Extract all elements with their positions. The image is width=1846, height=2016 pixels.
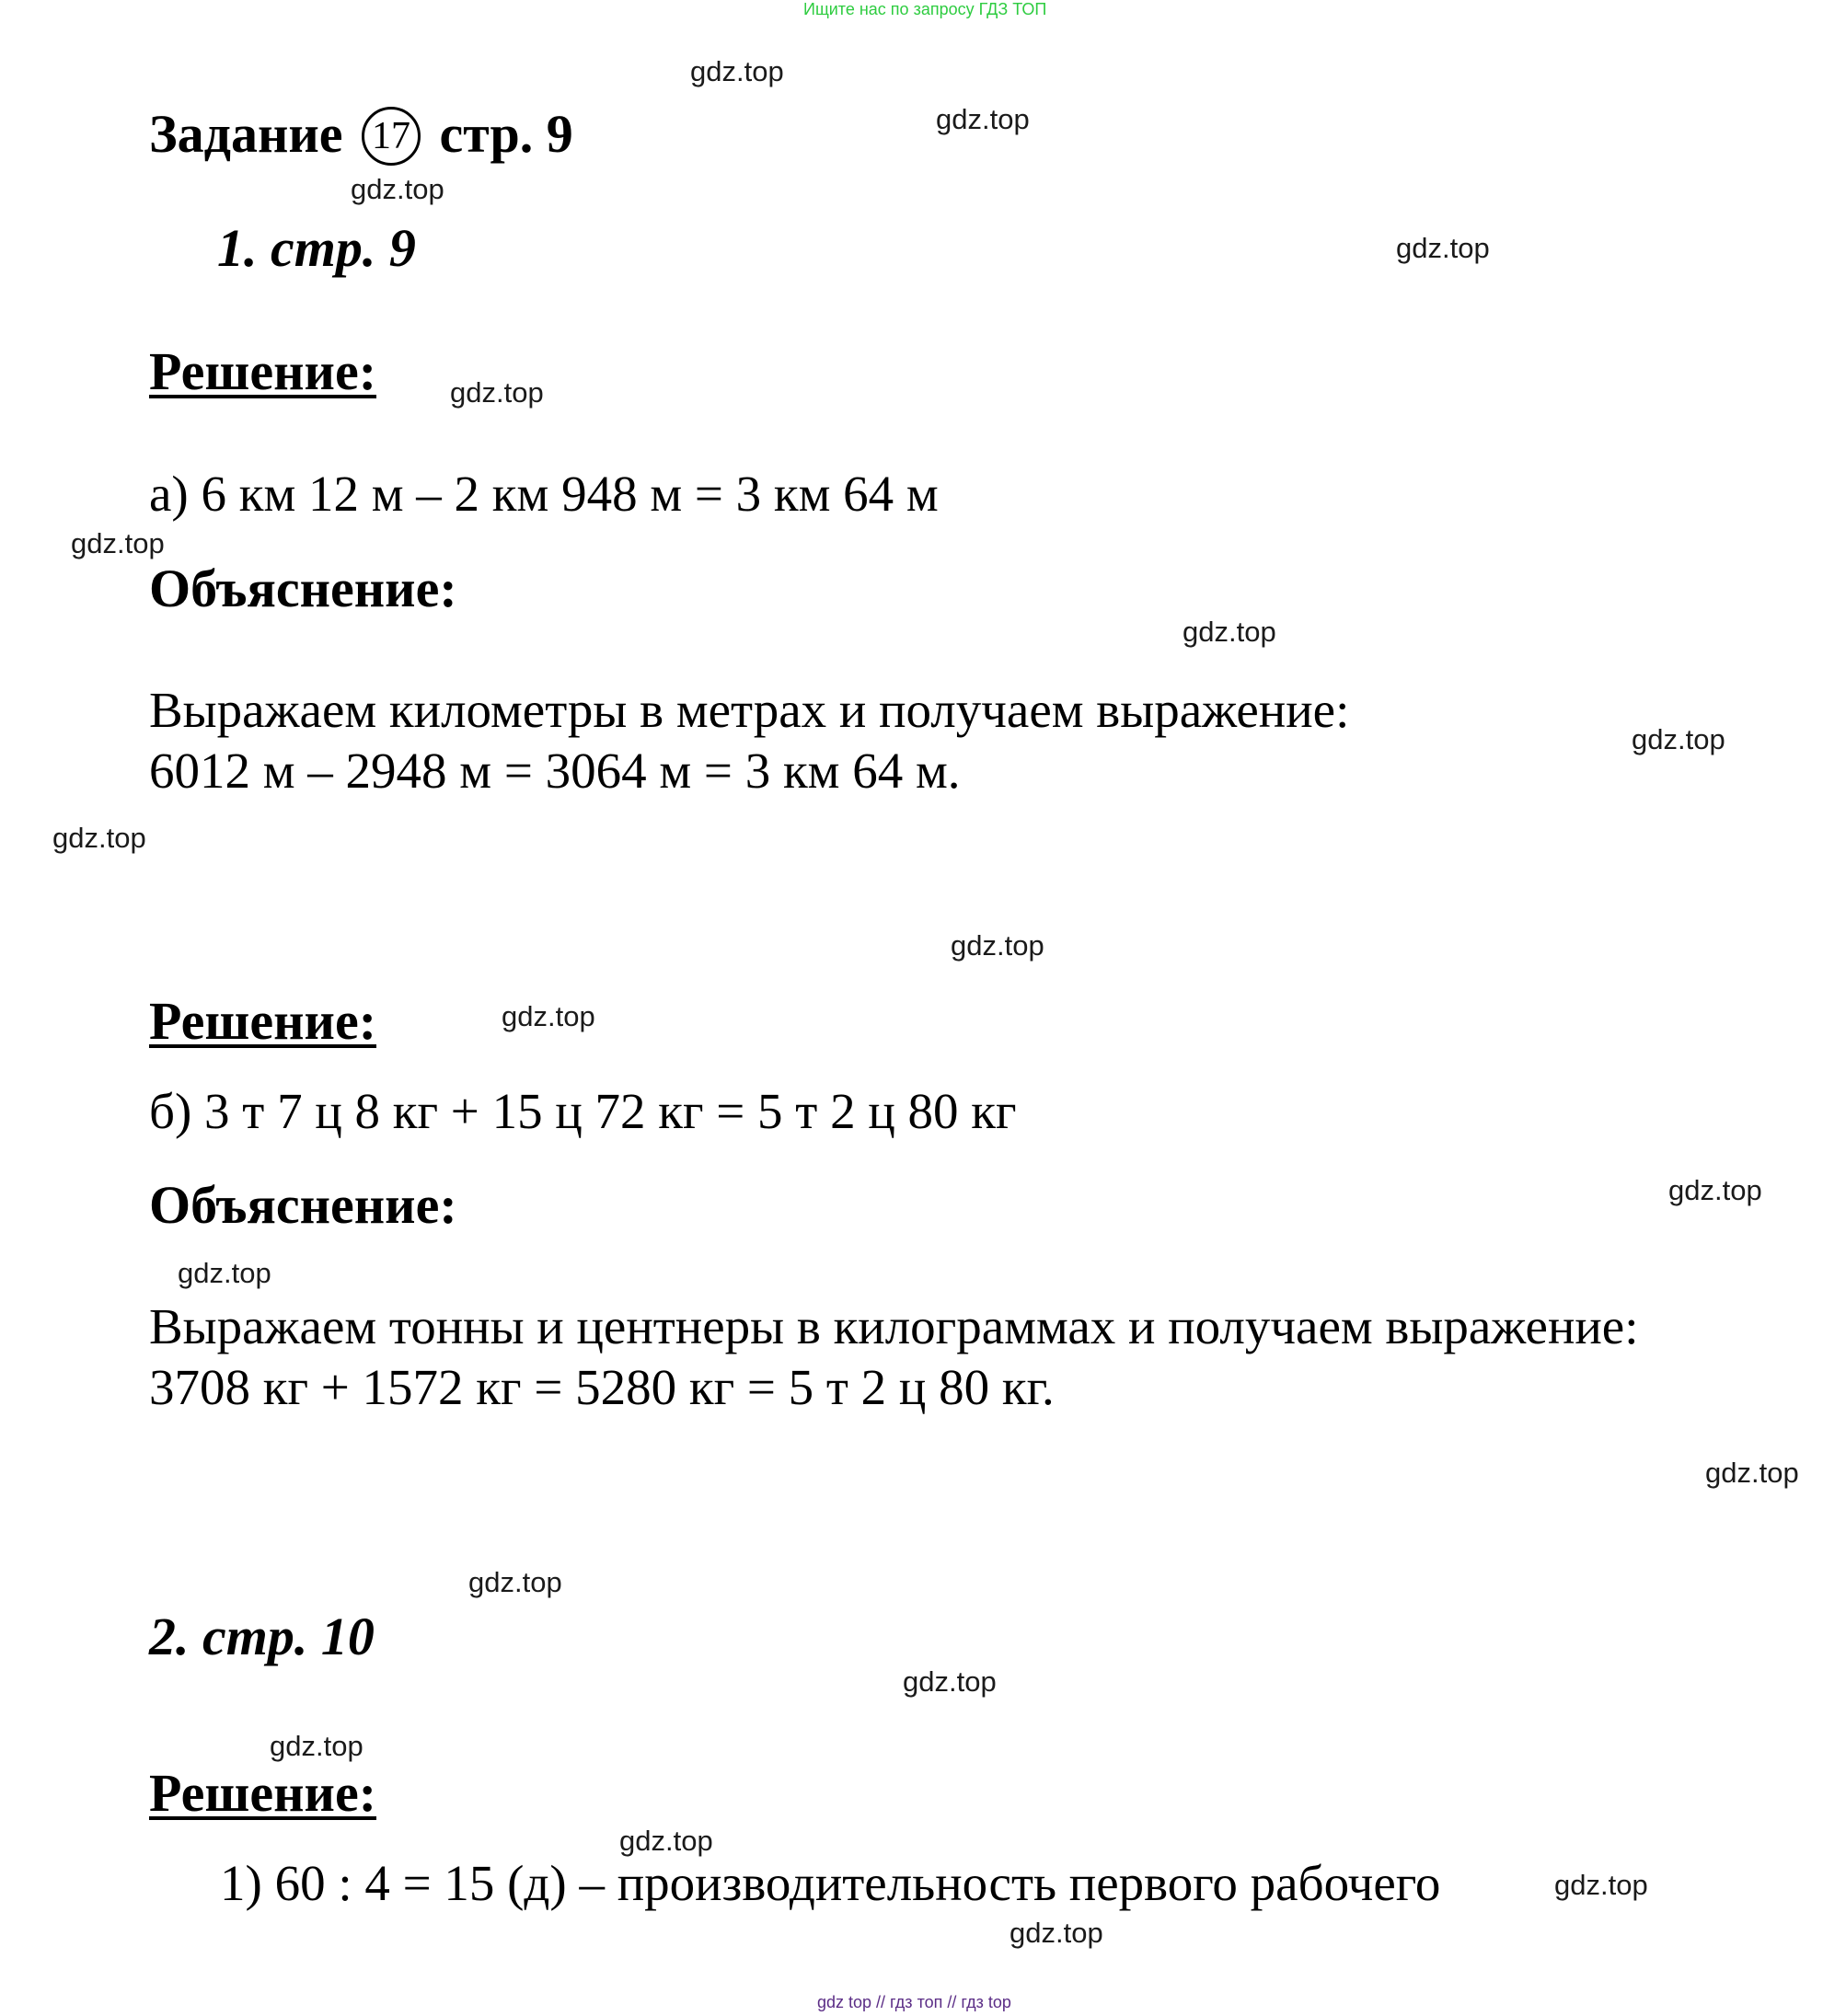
watermark: gdz.top xyxy=(450,376,544,409)
explanation-a-line1: Выражаем километры в метрах и получаем выражение: xyxy=(149,682,1350,738)
solution-2-step1: 1) 60 : 4 = 15 (д) – производительность первого рабочего xyxy=(220,1855,1441,1911)
watermark: gdz.top xyxy=(936,103,1030,135)
watermark: gdz.top xyxy=(1632,723,1725,755)
explanation-b-line2: 3708 кг + 1572 кг = 5280 кг = 5 т 2 ц 80 кг. xyxy=(149,1359,1055,1415)
watermark: gdz.top xyxy=(1183,616,1276,648)
explanation-b-line1: Выражаем тонны и центнеры в килограммах и получаем выражение: xyxy=(149,1298,1639,1354)
watermark: gdz.top xyxy=(951,929,1044,962)
solution-label-b: Решение: xyxy=(149,991,377,1051)
solution-b: б) 3 т 7 ц 8 кг + 15 ц 72 кг = 5 т 2 ц 80 кг xyxy=(149,1083,1017,1139)
watermark: gdz.top xyxy=(71,527,165,559)
watermark: gdz.top xyxy=(1010,1917,1103,1949)
watermark: gdz.top xyxy=(52,822,146,854)
watermark: gdz.top xyxy=(178,1257,271,1289)
watermark: gdz.top xyxy=(468,1566,562,1598)
solution-label-a: Решение: xyxy=(149,341,377,401)
watermark: gdz.top xyxy=(1396,232,1490,264)
watermark: gdz.top xyxy=(351,173,444,205)
explanation-a-line2: 6012 м – 2948 м = 3064 м = 3 км 64 м. xyxy=(149,743,961,799)
watermark: gdz.top xyxy=(502,1000,595,1032)
watermark: gdz.top xyxy=(619,1825,713,1857)
watermark: gdz.top xyxy=(270,1730,363,1762)
page-title xyxy=(149,103,573,166)
watermark: gdz.top xyxy=(1705,1457,1799,1489)
watermark: gdz.top xyxy=(1554,1869,1648,1901)
watermark: gdz.top xyxy=(690,55,784,87)
solution-label-2: Решение: xyxy=(149,1763,377,1823)
subtask-2-title: 2. стр. 10 xyxy=(149,1607,375,1666)
top-banner: Ищите нас по запросу ГДЗ ТОП xyxy=(803,0,1047,18)
task-prefix: Задание xyxy=(149,104,343,164)
footer-links[interactable]: gdz top // гдз топ // гдз top xyxy=(817,1993,1011,2011)
task-page: стр. 9 xyxy=(439,104,573,164)
task-number-badge: 17 xyxy=(362,107,421,166)
explanation-label-b: Объяснение: xyxy=(149,1175,457,1235)
watermark: gdz.top xyxy=(903,1665,997,1698)
watermark: gdz.top xyxy=(1668,1174,1762,1206)
subtask-1-title: 1. стр. 9 xyxy=(217,218,416,278)
solution-a: а) 6 км 12 м – 2 км 948 м = 3 км 64 м xyxy=(149,466,939,522)
explanation-label-a: Объяснение: xyxy=(149,559,457,618)
